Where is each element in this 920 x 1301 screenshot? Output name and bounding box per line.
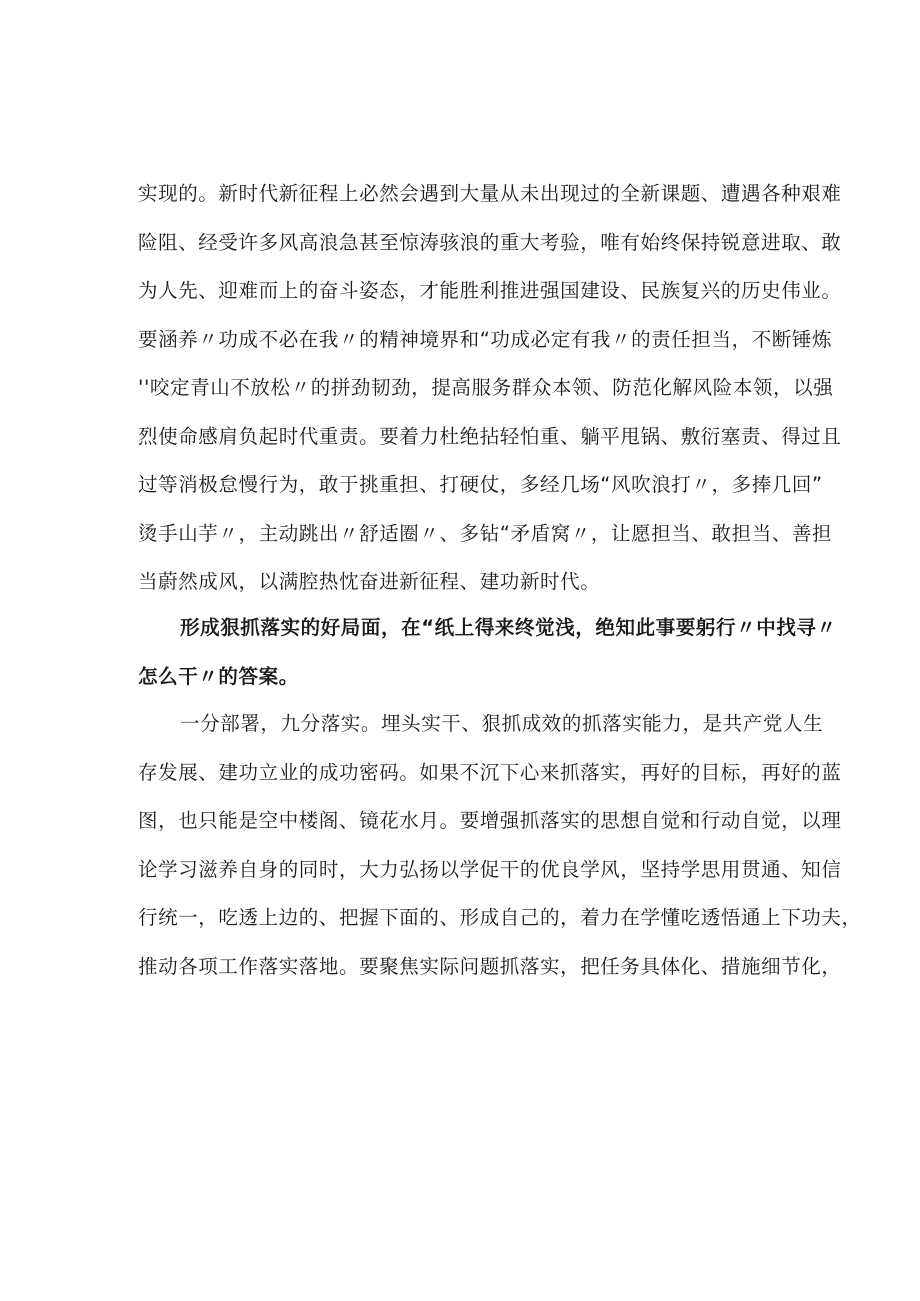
paragraph-line: 存发展、建功立业的成功密码。如果不沉下心来抓落实，再好的目标，再好的蓝 [138, 760, 842, 784]
paragraph-1 [138, 170, 842, 607]
paragraph-line: 为人先、迎难而上的奋斗姿态，才能胜利推进强国建设、民族复兴的历史伟业。 [138, 279, 842, 302]
paragraph-line: 烈使命感肩负起时代重责。要着力杜绝拈轻怕重、躺平甩锅、敷衍塞责、得过且 [138, 424, 842, 448]
paragraph-line: 图，也只能是空中楼阁、镜花水月。要增强抓落实的思想自觉和行动自觉，以理 [138, 809, 842, 832]
paragraph-2 [138, 700, 862, 991]
heading-line: 怎么干〃的答案。 [138, 664, 299, 688]
section-heading [138, 604, 837, 701]
paragraph-line: 要涵养〃功成不必在我〃的精神境界和“功成必定有我〃的责任担当，不断锤炼 [138, 327, 833, 351]
paragraph-line: 烫手山芋〃，主动跳出〃舒适圈〃、多钻“矛盾窝〃，让愿担当、敢担当、善担 [138, 521, 833, 545]
paragraph-line: 实现的。新时代新征程上必然会遇到大量从未出现过的全新课题、遭遇各种艰难 [138, 182, 842, 205]
paragraph-line: 推动各项工作落实落地。要聚焦实际问题抓落实，把任务具体化、措施细节化， [138, 954, 842, 978]
paragraph-line: 行统一，吃透上边的、把握下面的、形成自己的，着力在学懂吃透悟通上下功夫， [138, 906, 862, 929]
heading-line: 形成狠抓落实的好局面，在“纸上得来终觉浅，绝知此事要躬行〃中找寻〃 [180, 616, 837, 639]
paragraph-line: 一分部署，九分落实。埋头实干、狠抓成效的抓落实能力，是共产党人生 [180, 712, 824, 735]
paragraph-line: 论学习滋养自身的同时，大力弘扬以学促干的优良学风，坚持学思用贯通、知信 [138, 857, 842, 881]
paragraph-line: 过等消极怠慢行为，敢于挑重担、打硬仗，多经几场“风吹浪打〃，多捧几回” [138, 473, 823, 496]
paragraph-line: 险阻、经受许多风高浪急甚至惊涛骇浪的重大考验，唯有始终保持锐意进取、敢 [138, 230, 842, 254]
paragraph-line: ''咬定青山不放松〃的拼劲韧劲，提高服务群众本领、防范化解风险本领，以强 [138, 376, 834, 399]
paragraph-line: 当蔚然成风，以满腔热忱奋进新征程、建功新时代。 [138, 570, 601, 593]
